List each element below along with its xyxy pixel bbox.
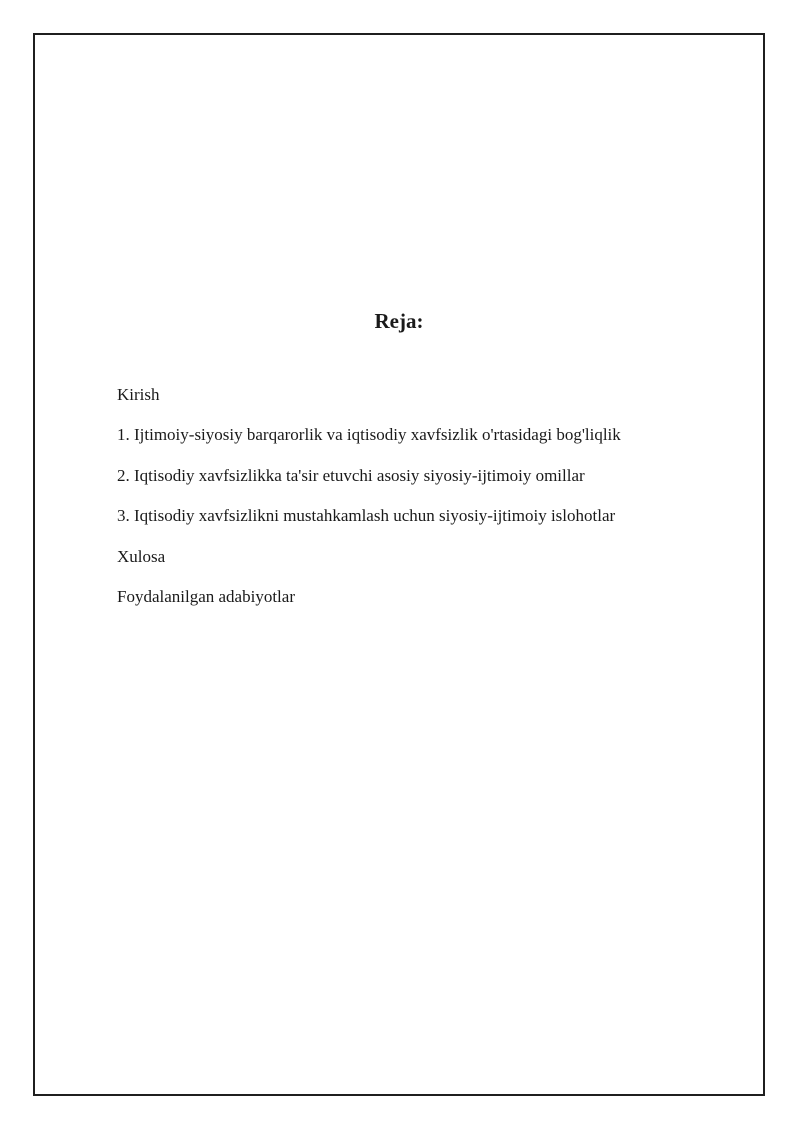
- table-of-contents: [117, 384, 621, 626]
- toc-item-section-3: 3. Iqtisodiy xavfsizlikni mustahkamlash uchun siyosiy-ijtimoiy islohotlar: [117, 506, 616, 526]
- toc-item-section-2: 2. Iqtisodiy xavfsizlikka ta'sir etuvchi asosiy siyosiy-ijtimoiy omillar: [117, 465, 585, 485]
- toc-item-introduction: Kirish: [117, 385, 160, 404]
- toc-item-conclusion: Xulosa: [117, 546, 166, 566]
- toc-item-section-1: 1. Ijtimoiy-siyosiy barqarorlik va iqtisodiy xavfsizlik o'rtasidagi bog'liqlik: [117, 425, 621, 445]
- page-title: Reja:: [374, 309, 424, 333]
- toc-item-references: Foydalanilgan adabiyotlar: [117, 586, 295, 606]
- page-border: [33, 33, 765, 1096]
